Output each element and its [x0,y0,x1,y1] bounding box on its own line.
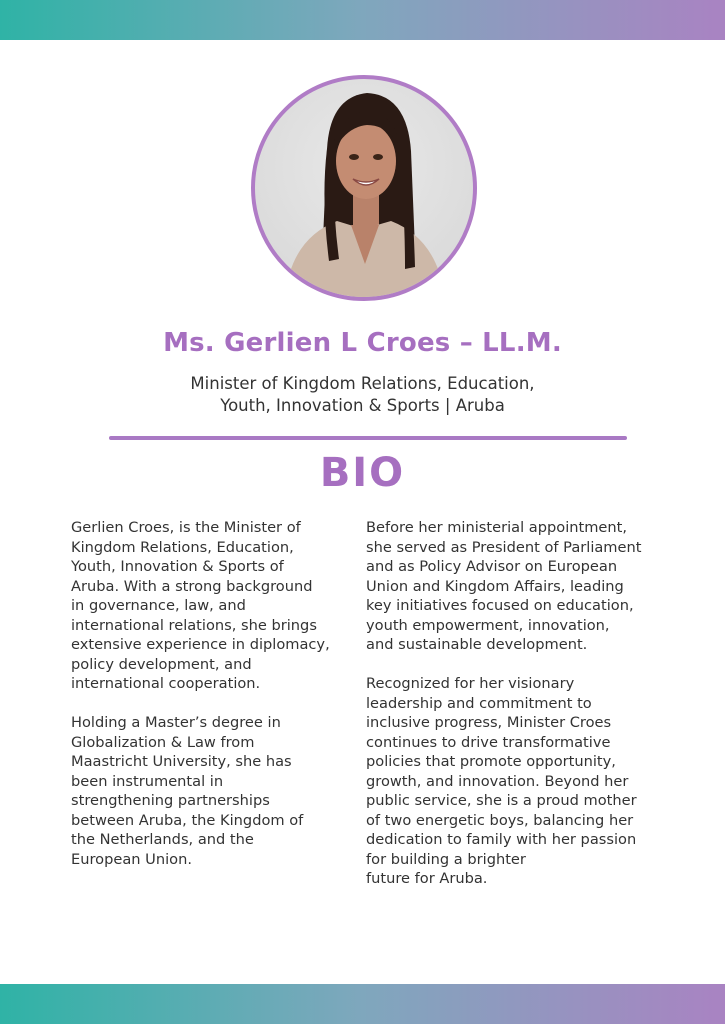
bio-text-line: in governance, law, and [71,597,246,614]
bio-text-line: Union and Kingdom Affairs, leading [366,577,624,595]
bio-heading: BIO [319,450,406,496]
bio-left-column [71,518,356,889]
bio-text-line: Globalization & Law from [71,733,255,751]
bio-paragraph [366,674,666,889]
bio-text-line: been instrumental in [71,772,224,790]
bio-paragraph [366,518,666,655]
bio-text-line: dedication to family with her passion [366,831,637,848]
bio-text-line: international cooperation. [71,675,261,692]
portrait-illustration [255,79,473,297]
bio-text-line: youth empowerment, innovation, [366,616,610,634]
bio-paragraph [71,713,356,869]
bio-text-line: key initiatives focused on education, [366,597,634,614]
bio-text-line: inclusive progress, Minister Croes [366,714,612,731]
bio-text-line: Before her ministerial appointment, [366,519,628,536]
top-gradient-band [0,0,725,40]
person-title [0,373,725,417]
bio-text-line: future for Aruba. [366,870,488,887]
bio-text-line: she served as President of Parliament [366,538,642,556]
bio-text-line: public service, she is a proud mother [366,792,637,809]
bio-text-line: European Union. [71,850,192,868]
bio-text-line: Youth, Innovation & Sports of [71,558,284,575]
bio-text-line: Holding a Master’s degree in [71,714,281,731]
bio-text-line: Aruba. With a strong background [71,577,313,595]
bio-text-line: Kingdom Relations, Education, [71,538,294,556]
bio-text-line: continues to drive transformative [366,733,611,751]
bottom-gradient-band [0,984,725,1024]
bio-text-line: and as Policy Advisor on European [366,558,618,575]
bio-text-line: international relations, she brings [71,616,317,634]
bio-text-line: leadership and commitment to [366,694,592,712]
bio-text-line: policies that promote opportunity, [366,753,616,770]
title-line: Youth, Innovation & Sports | Aruba [220,396,505,415]
bio-text-line: for building a brighter [366,850,526,868]
bio-text-line: Gerlien Croes, is the Minister of [71,519,301,536]
bio-paragraph [71,518,356,694]
bio-text-line: extensive experience in diplomacy, [71,636,330,653]
divider [109,436,627,440]
person-name: Ms. Gerlien L Croes – LL.M. [163,328,562,358]
bio-text-line: growth, and innovation. Beyond her [366,772,629,790]
bio-text-line: and sustainable development. [366,636,588,653]
bio-text-line: Recognized for her visionary [366,675,575,692]
title-line: Minister of Kingdom Relations, Education, [190,374,535,393]
bio-text-line: the Netherlands, and the [71,831,254,848]
bio-text-line: of two energetic boys, balancing her [366,811,634,829]
profile-photo [251,75,477,301]
bio-text-line: policy development, and [71,655,252,673]
bio-text-line: strengthening partnerships [71,792,270,809]
bio-text-line: Maastricht University, she has [71,753,292,770]
bio-right-column [366,518,666,908]
bio-text-line: between Aruba, the Kingdom of [71,811,304,829]
